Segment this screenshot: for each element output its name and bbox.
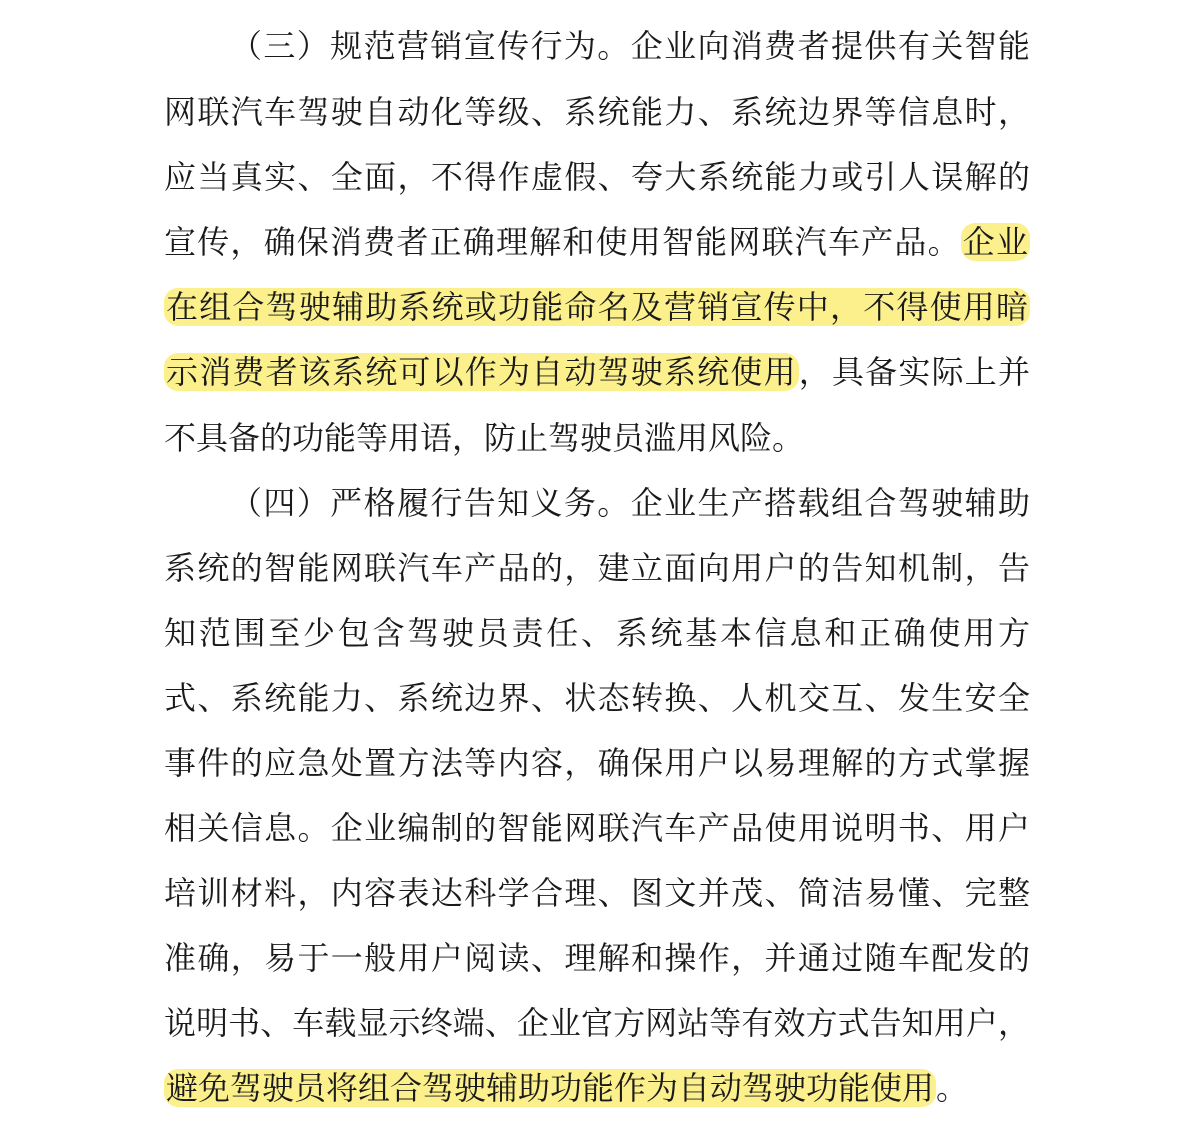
section3-line-6 <box>164 347 1030 397</box>
section4-line-7: 培训材料，内容表达科学合理、图文并茂、简洁易懂、完整 <box>164 874 1030 912</box>
section4-line-1: （四）严格履行告知义务。企业生产搭载组合驾驶辅助 <box>230 484 1030 522</box>
section3-line-4-text: 宣传，确保消费者正确理解和使用智能网联汽车产品。 <box>164 223 961 261</box>
highlight-segment-1: 企业 <box>962 223 1028 261</box>
section4-line-3: 知范围至少包含驾驶员责任、系统基本信息和正确使用方 <box>164 614 1030 652</box>
section4-line-4: 式、系统能力、系统边界、状态转换、人机交互、发生安全 <box>164 679 1030 717</box>
section4-line-10 <box>164 1063 968 1113</box>
section3-line-4 <box>164 217 1030 267</box>
section3-line-1: （三）规范营销宣传行为。企业向消费者提供有关智能 <box>230 27 1030 65</box>
section3-line-7: 不具备的功能等用语，防止驾驶员滥用风险。 <box>164 419 805 457</box>
section3-line-5 <box>164 282 1030 332</box>
section4-line-8: 准确，易于一般用户阅读、理解和操作，并通过随车配发的 <box>164 939 1030 977</box>
section4-line-9: 说明书、车载显示终端、企业官方网站等有效方式告知用户， <box>164 1004 1030 1042</box>
section4-line-6: 相关信息。企业编制的智能网联汽车产品使用说明书、用户 <box>164 809 1030 847</box>
section4-line-10-tail: 。 <box>936 1069 969 1107</box>
highlight-segment-3: 示消费者该系统可以作为自动驾驶系统使用 <box>166 353 797 391</box>
section3-line-3: 应当真实、全面，不得作虚假、夸大系统能力或引人误解的 <box>164 158 1030 196</box>
section3-line-6-tail: ，具备实际上并 <box>798 353 1030 391</box>
highlight-segment-4: 避免驾驶员将组合驾驶辅助功能作为自动驾驶功能使用 <box>166 1069 935 1107</box>
section4-line-2: 系统的智能网联汽车产品的，建立面向用户的告知机制，告 <box>164 549 1030 587</box>
section3-line-2: 网联汽车驾驶自动化等级、系统能力、系统边界等信息时， <box>164 93 1030 131</box>
highlight-segment-2: 在组合驾驶辅助系统或功能命名及营销宣传中，不得使用暗 <box>166 288 1028 326</box>
section4-line-5: 事件的应急处置方法等内容，确保用户以易理解的方式掌握 <box>164 744 1030 782</box>
